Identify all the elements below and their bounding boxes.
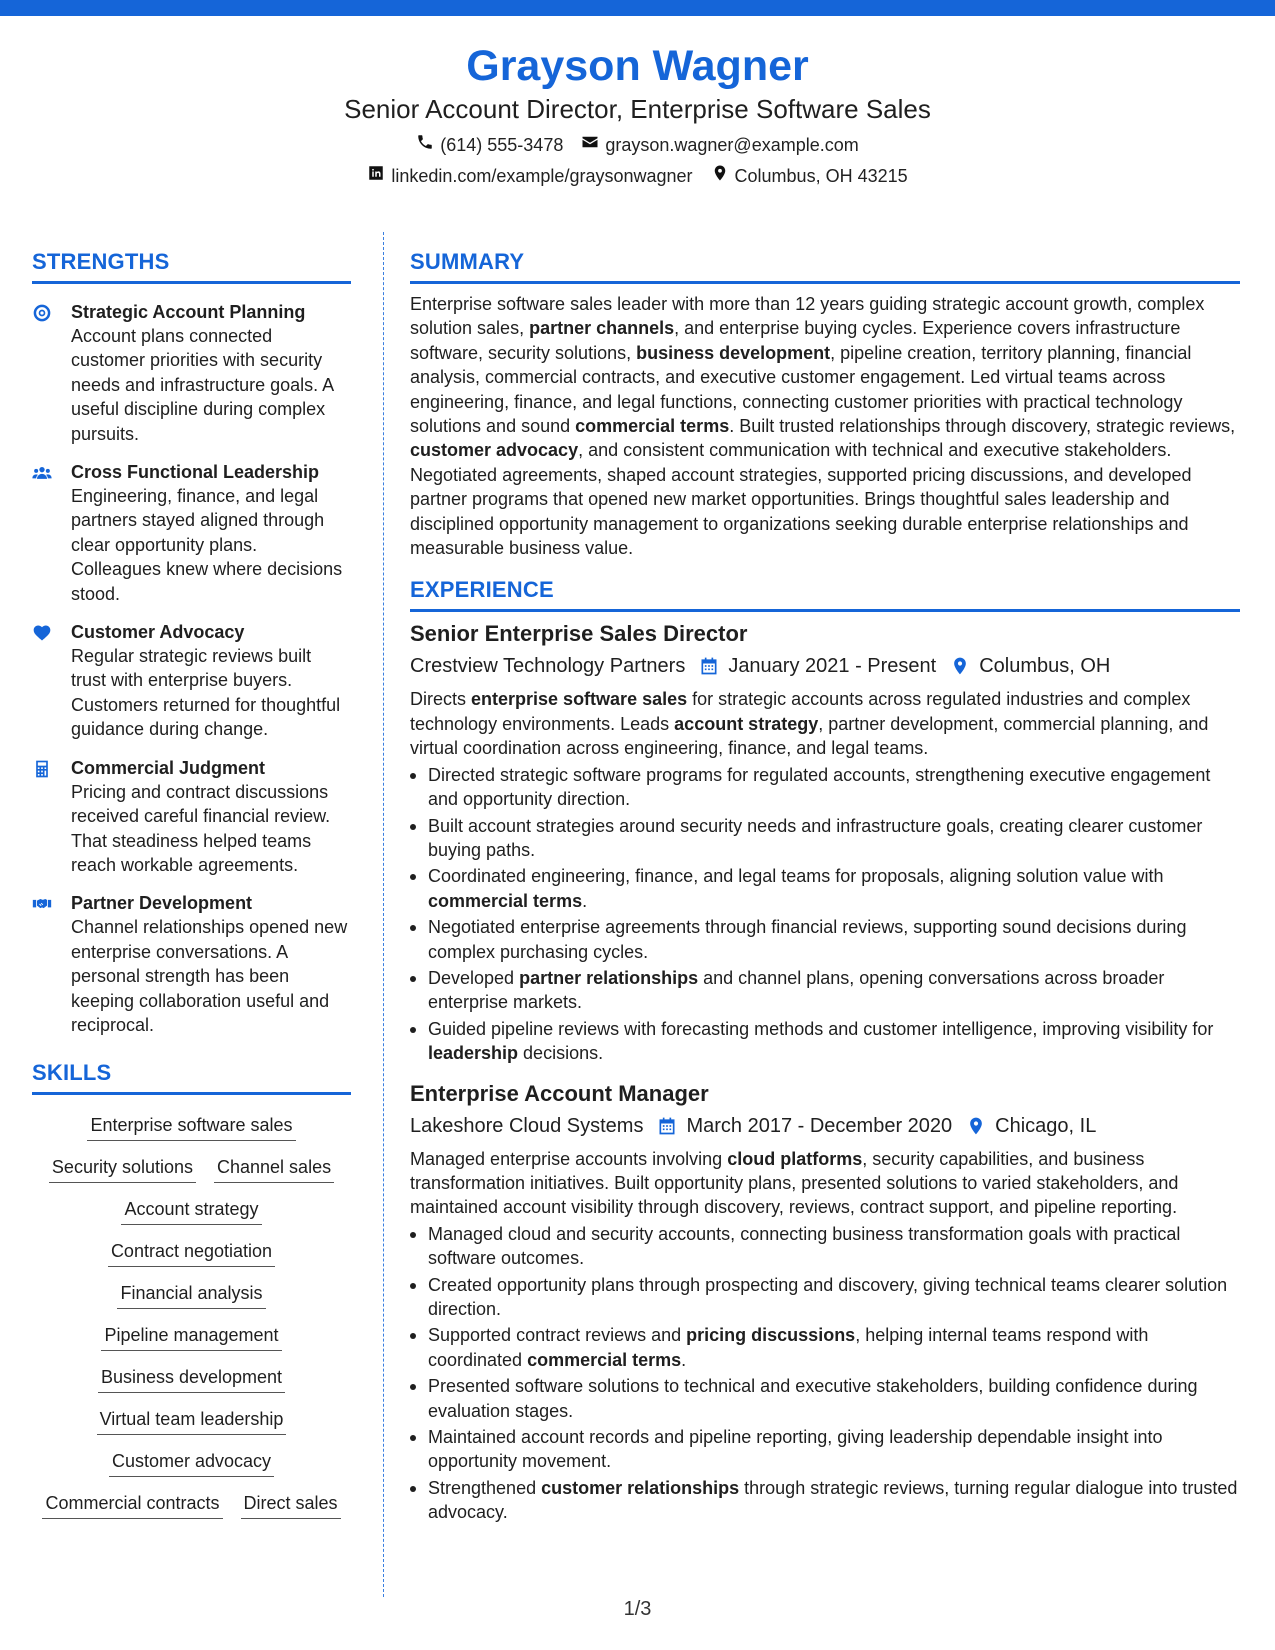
job-meta: [410, 1112, 1240, 1140]
skill-row: [32, 1491, 351, 1519]
skill-tag: Business development: [98, 1365, 285, 1393]
job-dates-text: March 2017 - December 2020: [686, 1114, 953, 1137]
skill-row: [32, 1281, 351, 1309]
bold-keyword: partner channels: [529, 318, 675, 339]
users-icon: [32, 463, 52, 483]
experience-list: [410, 620, 1240, 1524]
phone-icon: [416, 133, 434, 157]
text-run: and channel plans, opening conversations across broader enterprise markets.: [428, 967, 1165, 1013]
job-dates: [657, 1112, 952, 1140]
text-run: , and consistent communication with technical and executive stakeholders. Negotiated agreements, shaped account strategies, supported pricing discussions, and developed partner programs that opened new market opportunities. Brings thoughtful sales leadership and disciplined opportunity management to organizations seeking durable enterprise relationships and measurable business value.: [410, 440, 1192, 559]
map-pin-icon: [711, 164, 729, 188]
skill-row: [32, 1449, 351, 1477]
skill-row: [32, 1239, 351, 1267]
strength-name: Partner Development: [71, 893, 253, 914]
text-run: .: [681, 1349, 687, 1370]
text-run: .: [582, 890, 588, 911]
job-location-text: Chicago, IL: [995, 1114, 1097, 1137]
resume-header: [0, 40, 1275, 188]
location-text: Columbus, OH 43215: [734, 166, 908, 186]
text-run: Managed enterprise accounts involving: [410, 1148, 728, 1169]
email-text: grayson.wagner@example.com: [605, 135, 859, 155]
text-run: Enterprise software sales leader with more than 12 years guiding strategic account growth, complex solution sales,: [410, 294, 1205, 339]
skill-tag: Enterprise software sales: [87, 1113, 295, 1141]
job-dates: [699, 652, 936, 680]
page-number: 1/3: [623, 1598, 652, 1620]
skill-tag: Channel sales: [214, 1155, 334, 1183]
job-description: [410, 687, 1240, 760]
strength-description: Pricing and contract discussions received careful financial review. That steadiness helped teams reach workable agreements.: [71, 781, 331, 875]
strength-item: [32, 620, 351, 742]
contact-row-2: [0, 164, 1275, 188]
skill-tag: Financial analysis: [117, 1281, 265, 1309]
calculator-icon: [32, 759, 52, 779]
strength-description: Account plans connected customer priorities with security needs and infrastructure goals. A useful discipline during complex pursuits.: [71, 326, 334, 444]
calendar-icon: [699, 656, 728, 676]
job-entry: [410, 1080, 1240, 1525]
job-dates-text: January 2021 - Present: [728, 655, 937, 678]
strength-item: [32, 891, 351, 1037]
bold-keyword: commercial terms: [428, 890, 583, 911]
bold-keyword: partner relationships: [519, 967, 699, 988]
text-run: Built account strategies around security needs and infrastructure goals, creating clearer customer buying paths.: [428, 815, 1203, 860]
text-run: , security capabilities, and business transformation initiatives. Built opportunity plans, presented solutions to varied stakeholders, and maintained account visibility through discovery, reviews, contract support, and pipeline reporting.: [410, 1148, 1179, 1218]
skill-tag: Security solutions: [49, 1155, 196, 1183]
skills-heading: SKILLS: [32, 1059, 351, 1095]
text-run: Created opportunity plans through prospecting and discovery, giving technical teams clearer solution direction.: [428, 1274, 1228, 1319]
summary-text: [410, 292, 1240, 560]
job-title: Enterprise Account Manager: [410, 1080, 709, 1106]
email-item[interactable]: [581, 133, 858, 157]
phone-text: (614) 555-3478: [440, 135, 564, 155]
text-run: , and enterprise buying cycles. Experience covers infrastructure software, security solutions,: [410, 318, 1181, 363]
text-run: Negotiated enterprise agreements through financial reviews, supporting sound decisions during complex purchasing cycles.: [428, 917, 1187, 962]
strength-name: Customer Advocacy: [71, 622, 245, 643]
job-bullets: [410, 763, 1240, 1066]
skills-list: [32, 1113, 351, 1519]
skill-tag: Direct sales: [241, 1491, 341, 1519]
experience-heading: EXPERIENCE: [410, 576, 1240, 612]
bold-keyword: pricing discussions: [686, 1325, 856, 1346]
job-bullet: [410, 814, 1240, 863]
heart-icon: [32, 623, 52, 643]
linkedin-icon: [367, 164, 385, 188]
job-location-text: Columbus, OH: [979, 655, 1111, 678]
linkedin-item[interactable]: [367, 164, 692, 188]
bold-keyword: cloud platforms: [727, 1148, 863, 1169]
skill-row: [32, 1365, 351, 1393]
text-run: decisions.: [518, 1043, 604, 1064]
strength-description: Channel relationships opened new enterprise conversations. A personal strength has been keeping collaboration useful and reciprocal.: [71, 917, 348, 1035]
bold-keyword: account strategy: [674, 713, 819, 734]
strengths-list: [32, 300, 351, 1037]
envelope-icon: [581, 133, 599, 157]
candidate-title: Senior Account Director, Enterprise Software Sales: [344, 94, 931, 124]
job-entry: [410, 620, 1240, 1065]
text-run: Maintained account records and pipeline reporting, giving leadership dependable insight into opportunity movement.: [428, 1427, 1163, 1472]
handshake-icon: [32, 894, 52, 914]
company-name: Lakeshore Cloud Systems: [410, 1114, 644, 1137]
job-bullet: [410, 1323, 1240, 1372]
job-bullet: [410, 1017, 1240, 1066]
text-run: , partner development, commercial planning, and virtual coordination across engineering, finance, and legal teams.: [410, 713, 1209, 759]
strength-name: Cross Functional Leadership: [71, 462, 320, 483]
skill-tag: Contract negotiation: [108, 1239, 275, 1267]
phone-item[interactable]: [416, 133, 563, 157]
skill-tag: Pipeline management: [101, 1323, 281, 1351]
skill-row: [32, 1407, 351, 1435]
job-bullet: [410, 763, 1240, 812]
job-title: Senior Enterprise Sales Director: [410, 621, 748, 647]
text-run: , pipeline creation, territory planning, financial analysis, commercial contracts, and executive customer engagement. Led virtual teams across engineering, finance, and legal functions, connecting customer priorities with practical technology solutions and sound: [410, 342, 1192, 437]
candidate-name: Grayson Wagner: [466, 42, 809, 90]
job-bullet: [410, 966, 1240, 1015]
company-name: Crestview Technology Partners: [410, 655, 686, 678]
skill-row: [32, 1323, 351, 1351]
bold-keyword: customer advocacy: [410, 440, 579, 461]
text-run: , helping internal teams respond with coordinated: [428, 1325, 1149, 1370]
text-run: for strategic accounts across regulated industries and complex technology environments. Leads: [410, 689, 1191, 734]
job-bullet: [410, 1374, 1240, 1423]
text-run: Strengthened: [428, 1477, 542, 1498]
job-bullet: [410, 1273, 1240, 1322]
contact-row-1: [0, 133, 1275, 157]
text-run: . Built trusted relationships through discovery, strategic reviews,: [729, 416, 1236, 437]
summary-heading: SUMMARY: [410, 248, 1240, 284]
bold-keyword: commercial terms: [575, 416, 730, 437]
text-run: Presented software solutions to technical and executive stakeholders, building confidence during evaluation stages.: [428, 1376, 1198, 1421]
text-run: through strategic reviews, turning regular dialogue into trusted advocacy.: [428, 1477, 1238, 1523]
text-run: Supported contract reviews and: [428, 1325, 687, 1346]
job-location: [950, 652, 1110, 680]
bold-keyword: business development: [636, 342, 831, 363]
text-run: Directs: [410, 689, 472, 710]
job-bullet: [410, 1222, 1240, 1271]
strength-name: Strategic Account Planning: [71, 302, 306, 322]
top-accent-bar: [0, 0, 1275, 16]
bold-keyword: enterprise software sales: [471, 689, 688, 710]
text-run: Guided pipeline reviews with forecasting methods and customer intelligence, improving visibility for: [428, 1018, 1214, 1039]
strength-description: Engineering, finance, and legal partners stayed aligned through clear opportunity plans. Colleagues knew where decisions stood.: [71, 486, 343, 604]
skill-row: [32, 1113, 351, 1141]
job-meta: [410, 652, 1240, 680]
strength-item: [32, 756, 351, 878]
job-location: [966, 1112, 1096, 1140]
skill-row: [32, 1155, 351, 1183]
skill-tag: Customer advocacy: [109, 1449, 274, 1477]
map-pin-icon: [966, 1116, 995, 1136]
location-item: [711, 164, 908, 188]
right-column: [410, 248, 1240, 1527]
job-bullets: [410, 1222, 1240, 1525]
skill-tag: Virtual team leadership: [97, 1407, 287, 1435]
text-run: Directed strategic software programs for regulated accounts, strengthening executive engagement and opportunity direction.: [428, 764, 1211, 810]
bold-keyword: leadership: [428, 1043, 519, 1064]
job-bullet: [410, 915, 1240, 964]
column-divider: [383, 232, 384, 1597]
skill-row: [32, 1197, 351, 1225]
linkedin-text: linkedin.com/example/graysonwagner: [391, 166, 693, 186]
job-description: [410, 1147, 1240, 1220]
target-icon: [32, 303, 52, 323]
left-column: [32, 248, 351, 1533]
bold-keyword: customer relationships: [541, 1477, 740, 1498]
job-bullet: [410, 1476, 1240, 1525]
strengths-heading: STRENGTHS: [32, 248, 351, 284]
text-run: Developed: [428, 967, 520, 988]
text-run: Managed cloud and security accounts, connecting business transformation goals with practical software outcomes.: [428, 1223, 1181, 1269]
job-bullet: [410, 1425, 1240, 1474]
map-pin-icon: [950, 656, 979, 676]
job-bullet: [410, 864, 1240, 913]
calendar-icon: [657, 1116, 686, 1136]
strength-item: [32, 300, 351, 446]
skill-tag: Account strategy: [121, 1197, 261, 1225]
strength-item: [32, 460, 351, 606]
strength-description: Regular strategic reviews built trust with enterprise buyers. Customers returned for thoughtful guidance during change.: [71, 646, 341, 740]
skill-tag: Commercial contracts: [42, 1491, 222, 1519]
text-run: Coordinated engineering, finance, and legal teams for proposals, aligning solution value with: [428, 866, 1164, 887]
bold-keyword: commercial terms: [527, 1349, 682, 1370]
strength-name: Commercial Judgment: [71, 757, 266, 778]
